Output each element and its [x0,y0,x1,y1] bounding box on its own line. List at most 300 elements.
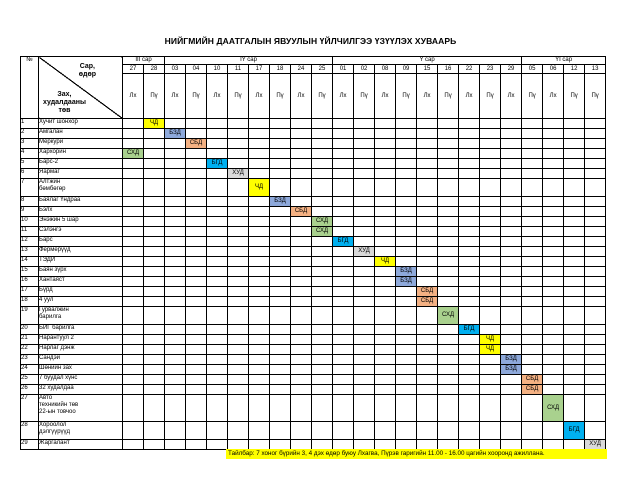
schedule-cell [291,385,312,395]
schedule-cell [438,247,459,257]
day-header: 01 [333,65,354,74]
schedule-cell [123,207,144,217]
schedule-cell [312,237,333,247]
schedule-cell [354,422,375,440]
schedule-cell [354,335,375,345]
row-number: 15 [21,267,39,277]
schedule-cell [438,179,459,197]
schedule-cell [585,422,606,440]
schedule-cell [375,169,396,179]
schedule-cell [417,149,438,159]
schedule-cell [438,325,459,335]
schedule-cell [585,297,606,307]
schedule-cell [438,139,459,149]
schedule-cell [522,207,543,217]
schedule-cell [228,217,249,227]
schedule-cell [438,335,459,345]
schedule-cell [186,169,207,179]
schedule-code-cell: СБД [522,375,543,385]
schedule-code-cell: ХУД [354,247,375,257]
day-header: 15 [417,65,438,74]
schedule-cell [228,277,249,287]
schedule-cell [165,422,186,440]
schedule-cell [501,257,522,267]
schedule-cell [228,129,249,139]
schedule-cell [207,227,228,237]
day-header: 10 [207,65,228,74]
schedule-cell [438,365,459,375]
schedule-cell [543,207,564,217]
schedule-cell [480,129,501,139]
schedule-cell [312,179,333,197]
schedule-cell [501,149,522,159]
schedule-cell [396,287,417,297]
schedule-cell [123,365,144,375]
schedule-code-cell: ХУД [228,169,249,179]
table-row [21,385,606,395]
schedule-cell [585,179,606,197]
schedule-cell [585,375,606,385]
schedule-cell [312,325,333,335]
schedule-cell [228,227,249,237]
schedule-cell [144,179,165,197]
schedule-cell [312,169,333,179]
schedule-cell [396,345,417,355]
schedule-code-cell: СБД [417,297,438,307]
schedule-cell [417,395,438,422]
schedule-cell [144,375,165,385]
schedule-cell [249,247,270,257]
schedule-cell [543,119,564,129]
schedule-cell [186,197,207,207]
schedule-cell [564,365,585,375]
row-number: 2 [21,129,39,139]
schedule-cell [564,169,585,179]
schedule-cell [144,159,165,169]
schedule-cell [501,385,522,395]
table-row [21,217,606,227]
row-number: 3 [21,139,39,149]
schedule-cell [480,149,501,159]
row-number: 12 [21,237,39,247]
schedule-cell [354,169,375,179]
schedule-cell [438,257,459,267]
schedule-cell [270,169,291,179]
day-header: 17 [249,65,270,74]
schedule-cell [165,307,186,325]
schedule-cell [354,355,375,365]
schedule-cell [543,440,564,450]
schedule-cell [270,159,291,169]
schedule-cell [543,197,564,207]
schedule-cell [333,375,354,385]
schedule-cell [480,422,501,440]
schedule-cell [165,257,186,267]
schedule-cell [459,227,480,237]
schedule-cell [417,179,438,197]
schedule-cell [144,237,165,247]
schedule-cell [438,169,459,179]
schedule-cell [186,207,207,217]
footnote: Тайлбар: 7 хоног бүрийн 3, 4 дэх өдөр буюу Лхагва, Пүрэв гаригийн 11.00 - 16.00 цагийн хооронд ажиллана. [226,449,607,459]
schedule-cell [396,247,417,257]
schedule-cell [564,237,585,247]
month-header: YI сар [522,57,606,65]
schedule-cell [207,325,228,335]
schedule-cell [333,440,354,450]
schedule-cell [144,197,165,207]
schedule-cell [501,197,522,207]
table-row [21,345,606,355]
schedule-cell [501,129,522,139]
table-row [21,375,606,385]
schedule-cell [585,395,606,422]
schedule-cell [396,197,417,207]
schedule-cell [291,375,312,385]
schedule-cell [543,159,564,169]
schedule-cell [249,217,270,227]
schedule-cell [459,169,480,179]
schedule-cell [165,395,186,422]
market-name: Бүрд [39,287,123,297]
schedule-cell [312,335,333,345]
schedule-cell [123,422,144,440]
schedule-cell [270,217,291,227]
schedule-cell [165,197,186,207]
schedule-cell [501,207,522,217]
weekday-header: Пү [186,74,207,119]
schedule-cell [207,247,228,257]
schedule-cell [144,129,165,139]
schedule-cell [543,365,564,375]
schedule-cell [501,237,522,247]
schedule-cell [270,207,291,217]
schedule-code-cell: ЧД [375,257,396,267]
schedule-cell [312,159,333,169]
schedule-cell [123,325,144,335]
schedule-cell [123,217,144,227]
schedule-cell [312,129,333,139]
schedule-cell [144,297,165,307]
schedule-cell [354,139,375,149]
schedule-cell [396,237,417,247]
schedule-cell [207,139,228,149]
schedule-cell [501,139,522,149]
schedule-cell [459,217,480,227]
schedule-cell [249,297,270,307]
schedule-cell [501,287,522,297]
market-name: Яармаг [39,169,123,179]
schedule-cell [165,179,186,197]
schedule-cell [585,237,606,247]
schedule-cell [123,355,144,365]
schedule-cell [291,179,312,197]
schedule-cell [249,385,270,395]
schedule-cell [270,119,291,129]
weekday-header: Пү [144,74,165,119]
day-header: 02 [354,65,375,74]
schedule-cell [333,159,354,169]
schedule-cell [354,375,375,385]
schedule-cell [270,287,291,297]
schedule-cell [123,277,144,287]
schedule-cell [564,355,585,365]
schedule-cell [291,139,312,149]
schedule-code-cell: БГД [333,237,354,247]
schedule-code-cell: БГД [459,325,480,335]
day-header: 06 [543,65,564,74]
market-name: Хархорин [39,149,123,159]
schedule-cell [438,227,459,237]
schedule-cell [417,365,438,375]
row-number: 26 [21,385,39,395]
schedule-cell [165,217,186,227]
page-title: НИЙГМИЙН ДААТГАЛЫН ЯВУУЛЫН ҮЙЛЧИЛГЭЭ ҮЗҮҮЛЭХ ХУВААРЬ [164,36,457,46]
schedule-cell [396,159,417,169]
schedule-cell [417,119,438,129]
schedule-cell [165,207,186,217]
schedule-cell [207,355,228,365]
schedule-cell [270,129,291,139]
day-header: 25 [312,65,333,74]
schedule-cell [228,345,249,355]
schedule-cell [165,277,186,287]
schedule-cell [375,335,396,345]
schedule-cell [396,385,417,395]
schedule-cell [291,422,312,440]
schedule-cell [417,355,438,365]
schedule-cell [522,227,543,237]
schedule-cell [480,307,501,325]
schedule-cell [123,287,144,297]
table-row [21,169,606,179]
schedule-cell [354,257,375,267]
schedule-cell [207,287,228,297]
schedule-cell [123,385,144,395]
schedule-cell [417,440,438,450]
schedule-cell [522,197,543,207]
month-header: III сар [123,57,165,65]
schedule-cell [564,149,585,159]
schedule-cell [375,237,396,247]
schedule-code-cell: БЗД [396,277,417,287]
schedule-cell [249,207,270,217]
schedule-cell [375,422,396,440]
schedule-cell [186,267,207,277]
schedule-cell [417,247,438,257]
schedule-code-cell: СХД [123,149,144,159]
schedule-cell [207,307,228,325]
schedule-cell [375,179,396,197]
table-row [21,207,606,217]
schedule-cell [585,207,606,217]
schedule-cell [480,169,501,179]
schedule-cell [480,287,501,297]
schedule-cell [480,139,501,149]
schedule-cell [291,217,312,227]
schedule-cell [207,179,228,197]
market-name: БИГ барилга [39,325,123,335]
schedule-cell [207,169,228,179]
schedule-cell [270,345,291,355]
schedule-code-cell: СБД [417,287,438,297]
market-name: Баялаг Үндраа [39,197,123,207]
schedule-cell [333,422,354,440]
row-number: 10 [21,217,39,227]
schedule-cell [564,119,585,129]
day-header: 24 [291,65,312,74]
schedule-cell [396,149,417,159]
schedule-cell [522,297,543,307]
table-row [21,227,606,237]
schedule-cell [438,440,459,450]
schedule-cell [186,227,207,237]
schedule-cell [123,197,144,207]
schedule-cell [270,385,291,395]
schedule-cell [186,247,207,257]
schedule-cell [228,365,249,375]
market-name: Фермерүүд [39,247,123,257]
schedule-cell [249,267,270,277]
schedule-cell [144,307,165,325]
schedule-cell [207,365,228,375]
schedule-cell [459,422,480,440]
schedule-cell [228,335,249,345]
weekday-header: Лх [333,74,354,119]
schedule-cell [165,365,186,375]
schedule-cell [522,159,543,169]
schedule-cell [459,297,480,307]
schedule-cell [522,307,543,325]
schedule-cell [333,119,354,129]
market-name: Сэлэнгэ [39,227,123,237]
schedule-cell [249,287,270,297]
table-row [21,149,606,159]
schedule-cell [165,237,186,247]
schedule-cell [270,277,291,287]
schedule-cell [543,335,564,345]
schedule-cell [543,257,564,267]
schedule-cell [501,169,522,179]
schedule-cell [564,257,585,267]
table-row [21,129,606,139]
schedule-cell [564,159,585,169]
schedule-cell [270,325,291,335]
schedule-cell [186,129,207,139]
schedule-cell [291,119,312,129]
schedule-cell [291,159,312,169]
schedule-cell [396,119,417,129]
schedule-cell [522,355,543,365]
schedule-cell [144,325,165,335]
schedule-cell [522,395,543,422]
schedule-cell [375,277,396,287]
schedule-cell [417,159,438,169]
schedule-cell [396,375,417,385]
day-header: 11 [228,65,249,74]
schedule-cell [291,257,312,267]
schedule-cell [564,335,585,345]
schedule-cell [522,277,543,287]
day-header: 22 [459,65,480,74]
schedule-cell [144,422,165,440]
schedule-cell [396,440,417,450]
schedule-cell [585,277,606,287]
table-row [21,395,606,422]
market-name: Алтжин бөмбөгөр [39,179,123,197]
schedule-cell [585,267,606,277]
schedule-cell [543,307,564,325]
schedule-cell [459,197,480,207]
schedule-cell [459,440,480,450]
schedule-cell [123,247,144,257]
schedule-cell [165,267,186,277]
schedule-cell [417,307,438,325]
schedule-cell [501,375,522,385]
schedule-cell [186,325,207,335]
schedule-cell [207,129,228,139]
schedule-cell [144,287,165,297]
schedule-cell [459,335,480,345]
schedule-cell [417,237,438,247]
weekday-header: Пү [438,74,459,119]
schedule-cell [522,365,543,375]
schedule-cell [123,307,144,325]
schedule-cell [480,365,501,375]
schedule-cell [123,297,144,307]
schedule-cell [228,159,249,169]
schedule-cell [354,237,375,247]
schedule-cell [564,247,585,257]
schedule-cell [333,335,354,345]
schedule-cell [144,440,165,450]
schedule-cell [144,139,165,149]
schedule-cell [207,422,228,440]
schedule-cell [123,227,144,237]
schedule-cell [249,129,270,139]
schedule-cell [375,287,396,297]
schedule-cell [354,287,375,297]
schedule-cell [249,375,270,385]
schedule-cell [480,217,501,227]
weekday-header: Пү [270,74,291,119]
schedule-cell [270,355,291,365]
schedule-cell [354,197,375,207]
schedule-cell [522,119,543,129]
schedule-cell [333,149,354,159]
schedule-cell [501,307,522,325]
schedule-cell [354,385,375,395]
schedule-cell [585,307,606,325]
schedule-cell [501,440,522,450]
schedule-code-cell: БГД [207,159,228,169]
schedule-cell [354,129,375,139]
schedule-cell [270,267,291,277]
schedule-cell [417,422,438,440]
schedule-cell [228,355,249,365]
schedule-cell [333,297,354,307]
schedule-code-cell: ЧД [144,119,165,129]
schedule-cell [270,149,291,159]
schedule-cell [249,149,270,159]
schedule-code-cell: БЗД [165,129,186,139]
weekday-header: Лх [291,74,312,119]
schedule-code-cell: ХУД [585,440,606,450]
schedule-cell [186,335,207,345]
schedule-cell [270,179,291,197]
schedule-cell [522,247,543,257]
schedule-cell [186,217,207,227]
